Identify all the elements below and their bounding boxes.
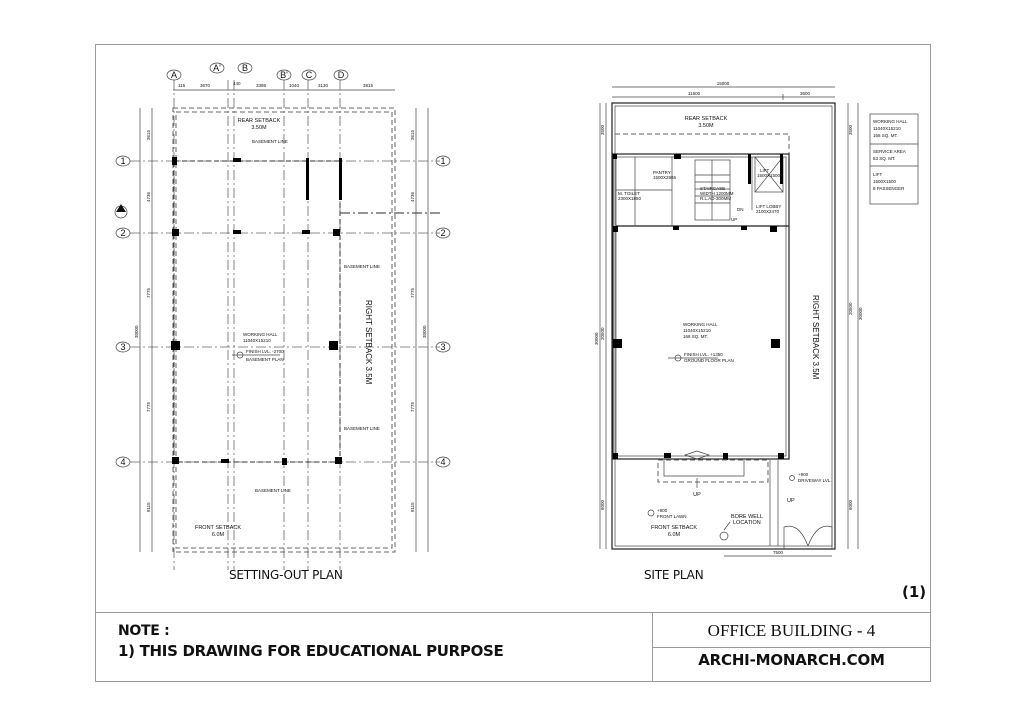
svg-text:7775: 7775 [410,287,415,298]
svg-text:3600: 3600 [799,91,811,96]
svg-text:3670: 3670 [200,83,211,88]
svg-text:8115: 8115 [410,502,415,512]
svg-text:440: 440 [233,81,241,86]
svg-text:+900: +900 [657,508,668,513]
site-plan [594,81,918,556]
svg-text:PANTRY: PANTRY [653,170,671,175]
svg-text:2: 2 [120,228,126,238]
svg-text:8 PASSENGER: 8 PASSENGER [873,186,905,191]
svg-text:C: C [305,70,313,80]
svg-text:BASEMENT PLAN: BASEMENT PLAN [246,357,284,362]
svg-text:3500: 3500 [600,124,605,135]
svg-text:3615: 3615 [146,129,151,140]
svg-text:BASEMENT LINE: BASEMENT LINE [344,264,380,269]
svg-text:A: A [170,70,178,80]
svg-text:11040X15210: 11040X15210 [683,328,711,333]
title-block-divider [95,612,931,613]
svg-text:1040: 1040 [289,83,300,88]
svg-text:A: A [119,212,123,217]
svg-text:4: 4 [120,457,126,467]
setting-out-plan-title: SETTING-OUT PLAN [229,568,343,582]
svg-text:7775: 7775 [410,401,415,412]
svg-text:B': B' [280,70,288,80]
svg-text:30000: 30000 [858,307,863,320]
svg-text:DN: DN [737,207,744,212]
svg-text:6.0M: 6.0M [667,532,681,538]
svg-text:3815: 3815 [363,83,374,88]
setting-out-plan [115,63,450,570]
svg-text:3615: 3615 [410,129,415,140]
svg-text:UP: UP [731,217,738,222]
svg-text:168 SQ. MT.: 168 SQ. MT. [873,133,899,138]
svg-text:REAR SETBACK: REAR SETBACK [237,118,281,124]
svg-text:BASEMENT LINE: BASEMENT LINE [252,139,288,144]
svg-text:+900: +900 [798,472,809,477]
svg-text:LOCATION: LOCATION [733,520,761,526]
svg-text:6000: 6000 [600,499,605,510]
svg-text:30000: 30000 [594,332,599,345]
svg-text:BASEMENT LINE: BASEMENT LINE [344,426,380,431]
svg-text:WORKING HALL: WORKING HALL [683,322,718,327]
svg-text:LIFT: LIFT [760,168,770,173]
title-block-row-divider [652,647,931,648]
svg-text:30000: 30000 [134,325,139,338]
svg-text:4736: 4736 [410,191,415,202]
svg-text:R.L.AD-300MM: R.L.AD-300MM [700,196,732,201]
svg-text:1500X2865: 1500X2865 [653,175,677,180]
area-legend [870,114,918,204]
svg-text:BORE WELL: BORE WELL [731,514,764,520]
svg-text:53 SQ. MT.: 53 SQ. MT. [873,156,896,161]
svg-text:BASEMENT LINE: BASEMENT LINE [255,488,291,493]
note-heading: NOTE : [118,623,170,639]
svg-text:3130: 3130 [318,83,329,88]
svg-text:A': A' [213,63,221,73]
svg-text:DRIVEWAY LVL.: DRIVEWAY LVL. [798,478,832,483]
svg-text:FRONT SETBACK: FRONT SETBACK [194,525,242,531]
svg-text:WORKING HALL: WORKING HALL [873,119,908,124]
svg-text:20500: 20500 [600,327,605,340]
svg-text:REAR SETBACK: REAR SETBACK [684,116,728,122]
svg-text:RIGHT SETBACK 3.5M: RIGHT SETBACK 3.5M [811,295,820,380]
column-grid-bubbles [167,63,348,80]
svg-text:168 SQ. MT.: 168 SQ. MT. [683,334,709,339]
svg-text:1500X1500: 1500X1500 [873,179,897,184]
svg-text:2100X2470: 2100X2470 [756,209,780,214]
svg-text:11600: 11600 [687,91,701,96]
svg-text:FINISH LVL. -2700: FINISH LVL. -2700 [246,349,284,354]
svg-text:1: 1 [120,156,126,166]
svg-text:3398: 3398 [256,83,267,88]
svg-text:6000: 6000 [848,499,853,510]
svg-text:D: D [337,70,345,80]
svg-text:LIFT: LIFT [873,172,883,177]
svg-text:3: 3 [120,342,126,352]
svg-text:WORKING HALL: WORKING HALL [243,332,278,337]
svg-text:GROUND FLOOR PLAN: GROUND FLOOR PLAN [684,358,734,363]
svg-text:8115: 8115 [146,502,151,512]
svg-text:1500X1500: 1500X1500 [757,173,781,178]
svg-text:FINISH LVL. +1350: FINISH LVL. +1350 [684,352,723,357]
site-plan-title: SITE PLAN [644,568,704,582]
svg-text:7775: 7775 [146,287,151,298]
svg-text:4736: 4736 [146,191,151,202]
svg-text:UP: UP [693,492,701,498]
svg-text:RIGHT SETBACK 3.5M: RIGHT SETBACK 3.5M [364,300,373,385]
svg-text:6.0M: 6.0M [211,532,225,538]
svg-text:20500: 20500 [848,302,853,315]
svg-text:B: B [241,63,249,73]
svg-text:2: 2 [440,228,446,238]
svg-text:11040X15210: 11040X15210 [873,126,901,131]
svg-text:7775: 7775 [146,401,151,412]
structural-columns [171,157,342,465]
svg-text:3: 3 [440,342,446,352]
website-credit: ARCHI-MONARCH.COM [698,651,885,669]
svg-text:M. TOILET: M. TOILET [618,191,640,196]
svg-text:3.50M: 3.50M [251,125,267,131]
row-grid-bubbles [116,156,450,467]
bore-well-icon [720,532,728,540]
svg-text:1: 1 [440,156,446,166]
svg-text:4: 4 [440,457,446,467]
svg-text:3.50M: 3.50M [698,123,714,129]
svg-text:STAIRCASE: STAIRCASE [700,186,726,191]
svg-text:15000: 15000 [716,81,730,86]
svg-text:FRONT SETBACK: FRONT SETBACK [650,525,698,531]
svg-text:30000: 30000 [422,325,427,338]
svg-text:LIFT LOBBY: LIFT LOBBY [756,204,782,209]
svg-text:SERVICE AREA: SERVICE AREA [873,149,906,154]
svg-text:3500: 3500 [848,124,853,135]
svg-text:FRONT LAWN: FRONT LAWN [657,514,687,519]
note-text: 1) THIS DRAWING FOR EDUCATIONAL PURPOSE [118,642,504,660]
svg-text:UP: UP [787,498,795,504]
sheet-number: (1) [902,583,927,601]
svg-text:WIDTH 1200MM: WIDTH 1200MM [700,191,734,196]
section-marker-icon [115,204,127,218]
svg-text:115: 115 [178,83,186,88]
project-title: OFFICE BUILDING - 4 [707,621,876,640]
svg-text:2300X1850: 2300X1850 [618,196,642,201]
svg-text:11040X15210: 11040X15210 [243,338,271,343]
svg-text:7500: 7500 [772,550,784,555]
